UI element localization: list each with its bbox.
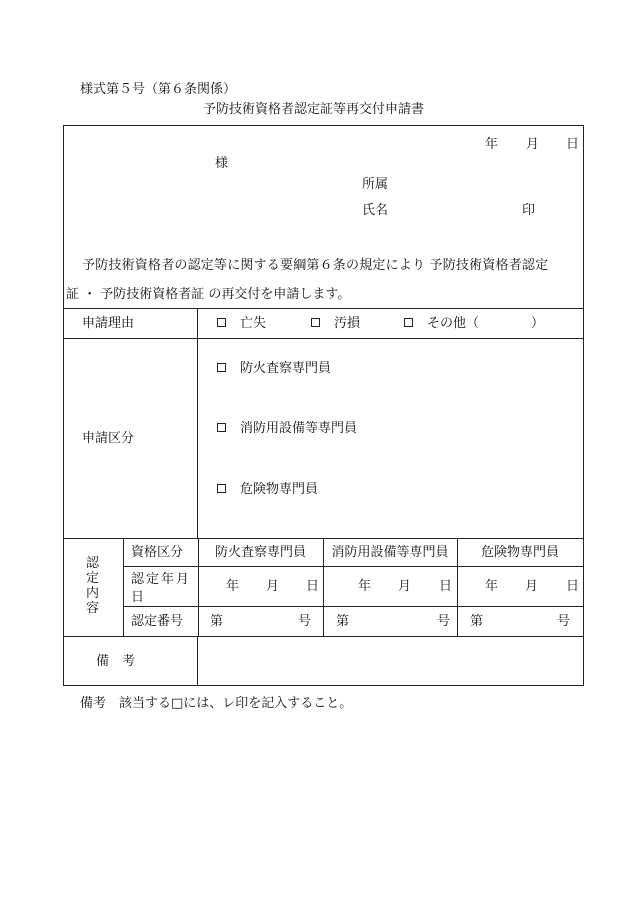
cert-date-year: 年 (358, 579, 372, 594)
seal-label: 印 (522, 203, 536, 218)
cert-number-suffix: 号 (437, 614, 451, 629)
cert-number-prefix: 第 (336, 614, 350, 629)
category-option-hazardous[interactable]: 危険物専門員 (217, 483, 318, 496)
col-line-cert-label (123, 538, 124, 636)
cert-date-day: 日 (566, 579, 580, 594)
certification-label: 認定内容 (86, 556, 100, 616)
cert-column-fire-inspection: 防火査察専門員 (214, 545, 306, 560)
category-label: 申請区分 (82, 431, 135, 446)
cert-date-year: 年 (226, 579, 240, 594)
addressee-suffix: 様 (215, 156, 229, 171)
cert-number-prefix: 第 (210, 614, 224, 629)
statement-line-2: 証 ・ 予防技術資格者証 の再交付を申請します。 (66, 287, 351, 302)
cert-date-month: 月 (525, 579, 539, 594)
cert-number-suffix: 号 (298, 614, 312, 629)
cert-date-month: 月 (266, 579, 280, 594)
cert-date-day: 日 (306, 579, 320, 594)
category-option-fire-equipment[interactable]: 消防用設備等専門員 (217, 422, 357, 435)
cert-date-day: 日 (439, 579, 453, 594)
cert-number-suffix: 号 (557, 614, 571, 629)
category-option-fire-inspection[interactable]: 防火査察専門員 (217, 362, 331, 375)
row-label-date: 認定年月日 (131, 572, 192, 605)
row-line-number (63, 636, 583, 637)
row-line-reason (63, 338, 583, 339)
reason-option-loss[interactable]: 亡失 (217, 317, 266, 330)
reason-label: 申請理由 (82, 316, 135, 331)
col-line-label-upper (197, 308, 198, 538)
checkbox-icon[interactable] (217, 423, 226, 432)
date-year: 年 (485, 137, 499, 152)
cert-number-prefix: 第 (470, 614, 484, 629)
cert-column-fire-equipment: 消防用設備等専門員 (331, 545, 449, 560)
row-line-qualification (123, 566, 583, 567)
form-number: 様式第５号（第６条関係） (80, 82, 237, 97)
checkbox-icon[interactable] (311, 318, 320, 327)
affiliation-label: 所属 (362, 177, 389, 192)
checkbox-icon[interactable] (217, 484, 226, 493)
frame-right (583, 125, 584, 685)
row-label-number: 認定番号 (131, 614, 184, 629)
reason-option-other[interactable]: その他（ ） (404, 317, 544, 330)
name-label: 氏名 (362, 203, 389, 218)
cert-date-month: 月 (398, 579, 412, 594)
row-line-statement (63, 308, 583, 309)
remarks-footnote: 備考 該当する□には、レ印を記入すること。 (80, 696, 353, 711)
col-line-label-remarks (197, 636, 198, 685)
checkbox-icon[interactable] (217, 318, 226, 327)
cert-date-year: 年 (485, 579, 499, 594)
date-month: 月 (526, 137, 540, 152)
checkbox-icon[interactable] (404, 318, 413, 327)
reason-option-damage[interactable]: 汚損 (311, 317, 360, 330)
remarks-label: 備 考 (96, 654, 136, 669)
frame-left (63, 125, 64, 685)
frame-bottom (63, 685, 584, 686)
date-day: 日 (566, 137, 580, 152)
checkbox-icon[interactable] (217, 363, 226, 372)
form-title: 予防技術資格者認定証等再交付申請書 (203, 102, 425, 117)
row-label-qualification: 資格区分 (131, 545, 184, 560)
cert-column-hazardous: 危険物専門員 (480, 545, 559, 560)
frame-top (63, 125, 583, 126)
statement-line-1: 予防技術資格者の認定等に関する要綱第６条の規定により 予防技術資格者認定 (82, 258, 549, 273)
